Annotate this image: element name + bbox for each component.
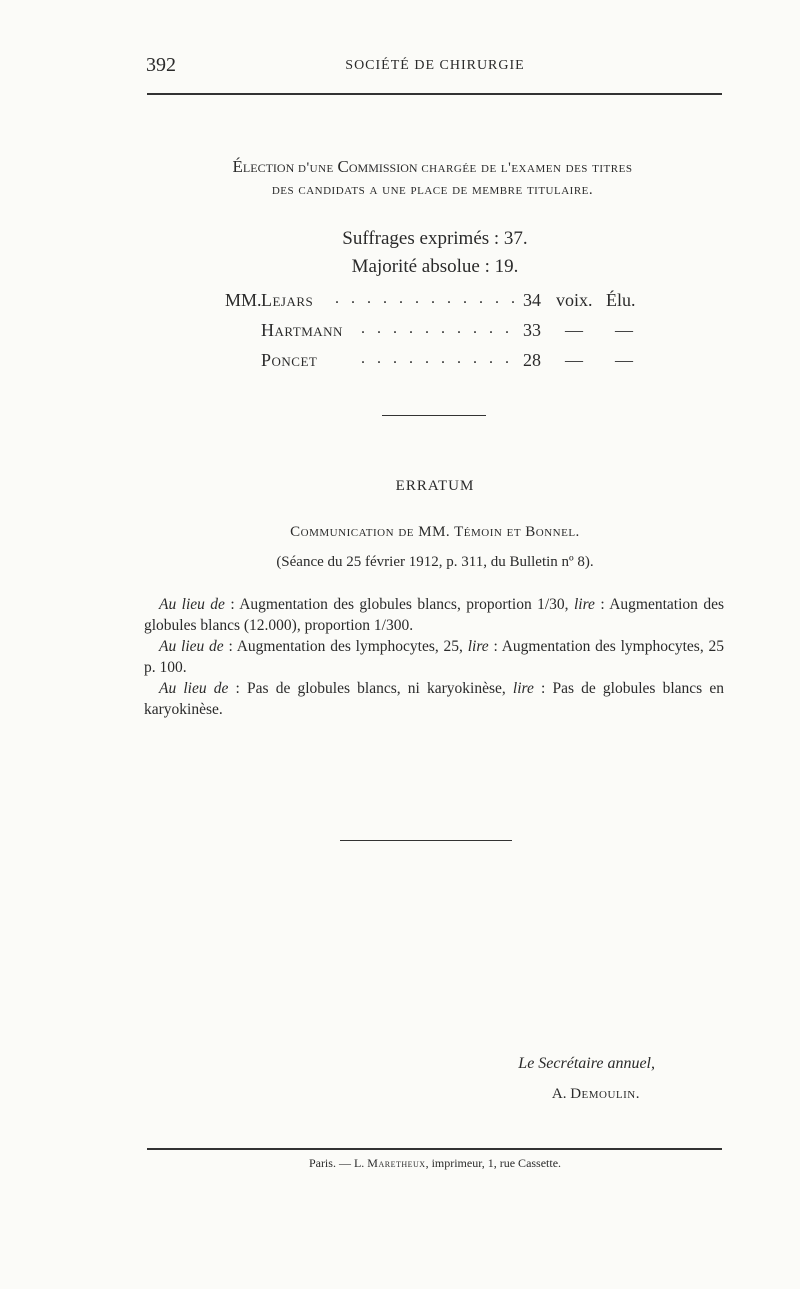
erratum-title: ERRATUM xyxy=(395,478,475,494)
errata-lire: lire xyxy=(467,638,489,655)
errata-lire: lire xyxy=(573,596,595,613)
secretary-surname: Demoulin. xyxy=(570,1086,640,1102)
header-rule xyxy=(147,93,722,95)
result-dots: . . . . . . . . . . xyxy=(361,350,513,367)
imprint-address: , imprimeur, 1, rue Cassette. xyxy=(425,1156,562,1170)
election-word: Élection xyxy=(232,157,295,176)
errata-new: : Pas de globules blancs en karyokinèse. xyxy=(144,680,724,718)
result-votes: 33 xyxy=(523,320,541,340)
running-head: SOCIÉTÉ DE CHIRURGIE xyxy=(345,58,525,73)
secretary-initial: A. xyxy=(551,1086,567,1102)
errata-old: : Augmentation des globules blancs, proportion 1/30, xyxy=(224,596,574,613)
secretary-name xyxy=(480,1086,640,1103)
election-title-line-2: des candidats a une place de membre titulaire. xyxy=(271,182,594,198)
imprint-city: Paris. — L. xyxy=(308,1156,365,1170)
secretary-label: Le Secrétaire annuel, xyxy=(518,1055,655,1072)
result-dots: . . . . . . . . . . . . xyxy=(335,290,519,307)
errata-paragraph xyxy=(144,594,724,636)
result-status: Élu. xyxy=(606,290,636,310)
result-ditto: — xyxy=(615,350,633,370)
result-name: Lejars xyxy=(261,290,314,310)
communication-line: Communication de MM. Témoin et Bonnel. xyxy=(290,524,580,540)
result-unit: voix. xyxy=(556,290,593,310)
errata-lire: lire xyxy=(512,680,534,697)
errata-paragraph xyxy=(144,678,724,720)
imprint-printer: Maretheux xyxy=(367,1156,426,1170)
errata-lead: Au lieu de xyxy=(159,596,225,613)
result-name: Hartmann xyxy=(261,320,343,340)
election-word: Commission xyxy=(337,157,418,176)
errata-old: : Pas de globules blancs, ni karyokinèse, xyxy=(228,680,513,697)
errata-new: : Augmentation des globules blancs (12.000), proportion 1/300. xyxy=(144,596,724,634)
result-ditto: — xyxy=(615,320,633,340)
result-ditto: — xyxy=(565,320,583,340)
errata-lead: Au lieu de xyxy=(159,680,229,697)
result-votes: 28 xyxy=(523,350,541,370)
majorite-line: Majorité absolue : 19. xyxy=(351,256,519,277)
errata-lead: Au lieu de xyxy=(159,638,224,655)
errata-new: : Augmentation des lymphocytes, 25 p. 100. xyxy=(144,638,724,676)
imprint-line xyxy=(0,1156,800,1171)
result-row xyxy=(225,350,665,376)
result-dots: . . . . . . . . . . xyxy=(361,320,513,337)
section-divider xyxy=(340,840,512,841)
footer-rule xyxy=(147,1148,722,1150)
election-title-line-1 xyxy=(150,156,715,179)
seance-line: (Séance du 25 février 1912, p. 311, du Bulletin nº 8). xyxy=(276,554,594,570)
result-row xyxy=(225,320,665,346)
suffrages-line: Suffrages exprimés : 37. xyxy=(342,228,528,249)
election-word: chargée de l'examen des titres xyxy=(421,160,633,176)
section-divider xyxy=(382,415,486,416)
result-name: Poncet xyxy=(261,350,318,370)
election-word: d'une xyxy=(298,160,334,176)
result-prefix: MM. xyxy=(225,290,262,310)
errata-old: : Augmentation des lymphocytes, 25, xyxy=(223,638,468,655)
errata-paragraph xyxy=(144,636,724,678)
result-row xyxy=(225,290,665,316)
errata-body xyxy=(144,594,724,720)
page-number: 392 xyxy=(146,54,176,76)
election-title xyxy=(150,156,715,201)
result-votes: 34 xyxy=(523,290,541,310)
result-ditto: — xyxy=(565,350,583,370)
